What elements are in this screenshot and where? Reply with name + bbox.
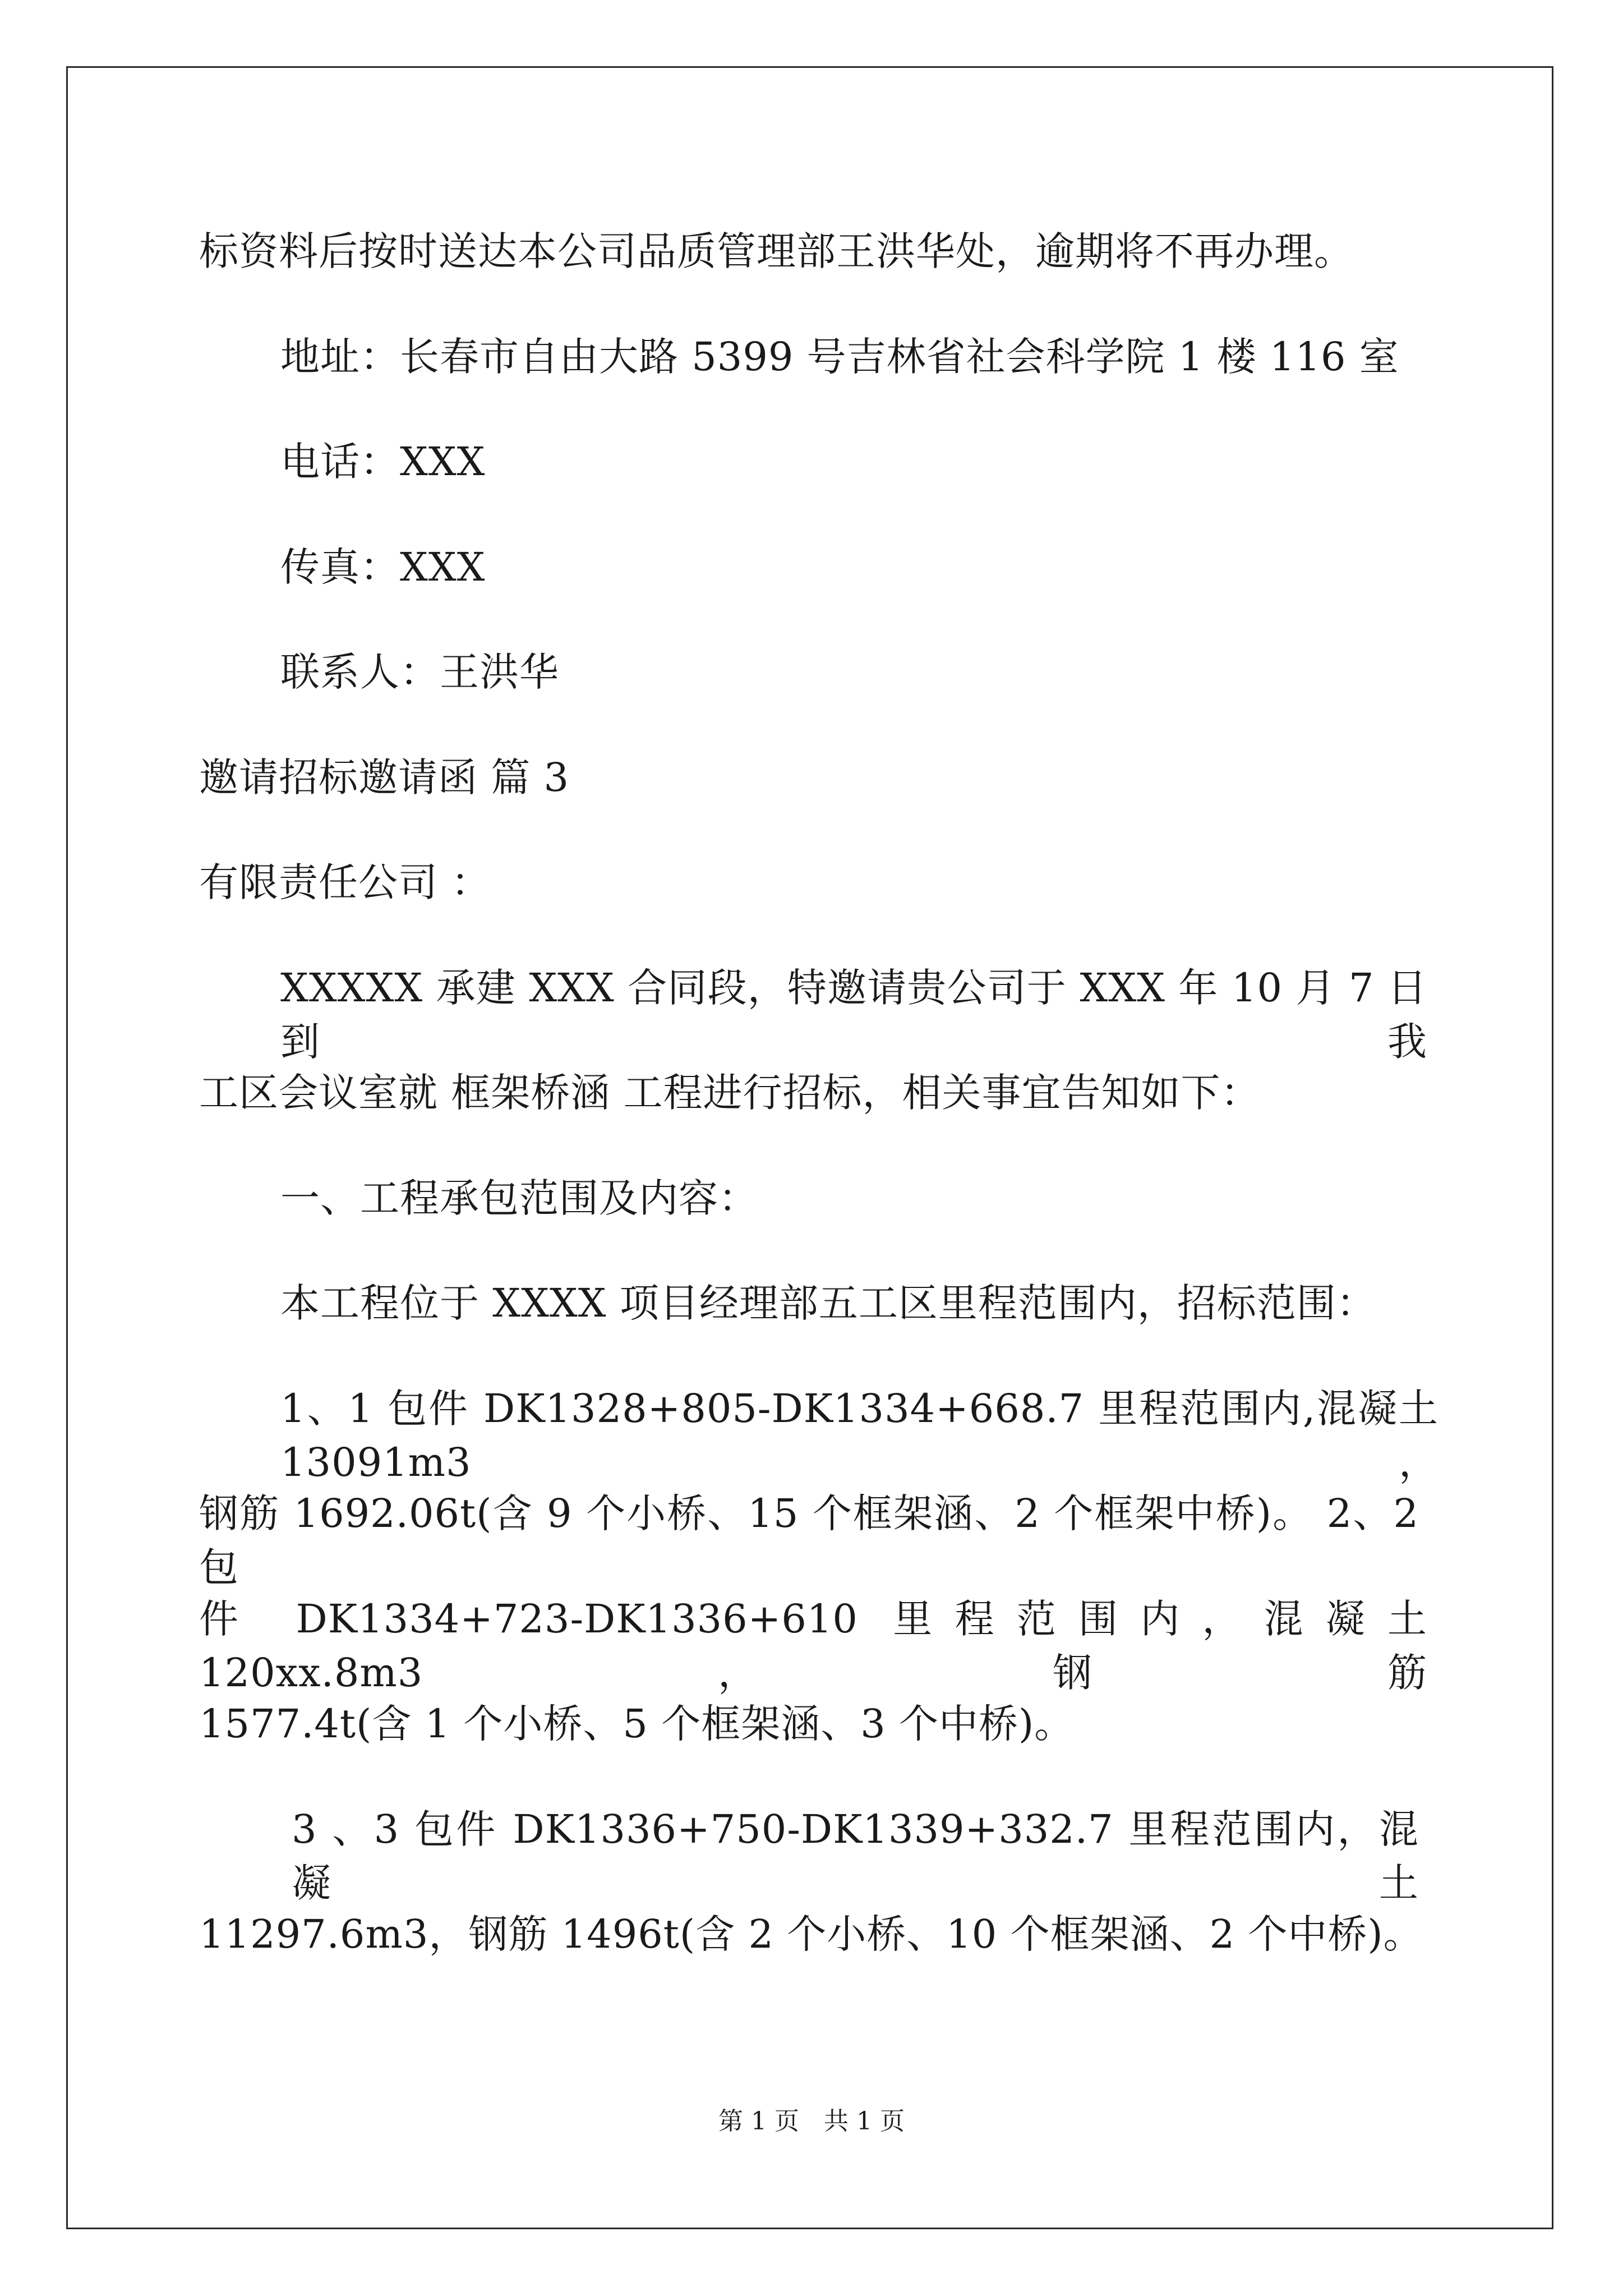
text-line: XXXXX 承建 XXX 合同段，特邀请贵公司于 XXX 年 10 月 7 日 到我 xyxy=(280,965,1427,1065)
text-line: 钢筋 1692.06t(含 9 个小桥、15 个框架涵、2 个框架中桥)。 2、2 包 xyxy=(199,1490,1419,1590)
text-line: 本工程位于 XXXX 项目经理部五工区里程范围内，招标范围： xyxy=(280,1280,1376,1326)
section-heading: 邀请招标邀请函 篇 3 xyxy=(199,754,570,800)
text-line: 11297.6m3，钢筋 1496t(含 2 个小桥、10 个框架涵、2 个中桥)。 xyxy=(199,1911,1423,1957)
text-line: 工区会议室就 框架桥涵 工程进行招标，相关事宜告知如下： xyxy=(199,1070,1261,1116)
address-line: 地址：长春市自由大路 5399 号吉林省社会科学院 1 楼 116 室 xyxy=(280,334,1399,380)
text-line: 1、1 包件 DK1328+805-DK1334+668.7 里程范围内,混凝土 13091m3， xyxy=(280,1386,1438,1485)
text-line: 件 DK1334+723-DK1336+610 里程范围内，混凝土 120xx.8m3，钢筋 xyxy=(199,1596,1427,1696)
text-line: 一、工程承包范围及内容： xyxy=(280,1175,758,1221)
fax-line: 传真：XXX xyxy=(280,544,486,590)
page-footer: 第 1 页 共 1 页 xyxy=(718,2107,905,2136)
text-line: 3 、3 包件 DK1336+750-DK1339+332.7 里程范围内，混凝土 xyxy=(292,1806,1419,1906)
phone-line: 电话：XXX xyxy=(280,439,486,485)
addressee-line: 有限责任公司 ： xyxy=(199,859,491,905)
text-line: 1577.4t(含 1 个小桥、5 个框架涵、3 个中桥)。 xyxy=(199,1701,1075,1747)
text-line: 标资料后按时送达本公司品质管理部王洪华处，逾期将不再办理。 xyxy=(199,228,1354,274)
contact-line: 联系人：王洪华 xyxy=(280,649,559,695)
